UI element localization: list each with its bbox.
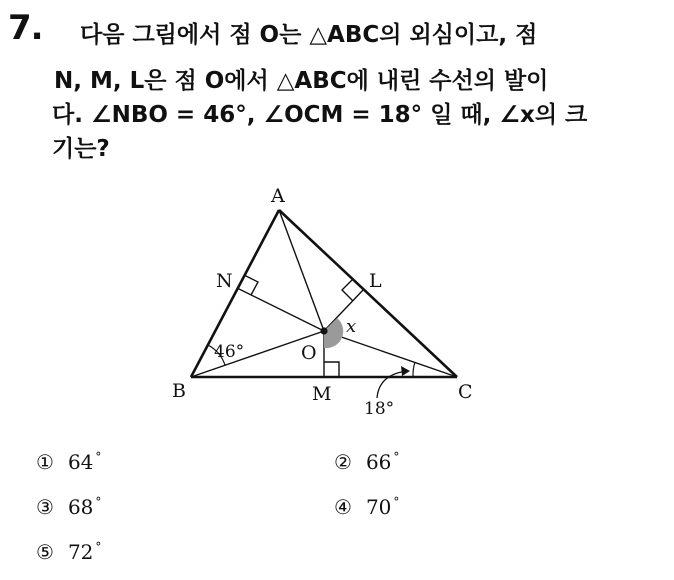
label-l: L: [369, 270, 382, 292]
label-a: A: [271, 185, 285, 207]
choice-3-value: 68: [67, 495, 94, 519]
choice-2-unit: °: [393, 450, 400, 464]
angle-label-18: 18°: [364, 399, 395, 419]
arrow-head-18: [401, 366, 410, 376]
circumcenter-dot: [320, 327, 327, 334]
segment-oc: [324, 331, 457, 377]
choice-5-unit: °: [95, 540, 102, 554]
choice-1-marker: ①: [36, 450, 54, 474]
question-line-4-text: 기는?: [52, 136, 110, 162]
question-line-3-text: 다. ∠NBO = 46°, ∠OCM = 18° 일 때, ∠x의 크: [52, 102, 588, 128]
choice-3[interactable]: [36, 495, 101, 519]
choice-4-value: 70: [365, 495, 392, 519]
question-line-1-text: 다음 그림에서 점 O는 △ABC의 외심이고, 점: [80, 22, 538, 48]
label-m: M: [312, 383, 332, 405]
angle-label-46: 46°: [214, 342, 245, 362]
choice-1[interactable]: [36, 450, 101, 474]
choice-2-marker: ②: [334, 450, 352, 474]
label-b: B: [172, 380, 186, 402]
segment-ol: [324, 289, 364, 331]
choice-2-value: 66: [365, 450, 392, 474]
choice-5-marker: ⑤: [36, 540, 54, 564]
choice-4-marker: ④: [334, 495, 352, 519]
choice-1-unit: °: [95, 450, 102, 464]
right-angle-mark-l: [342, 279, 353, 301]
label-c: C: [458, 381, 473, 403]
label-o: O: [301, 342, 317, 364]
angle-arc-ocm: [413, 362, 415, 377]
choice-4[interactable]: [334, 495, 399, 519]
choice-5-value: 72: [67, 540, 94, 564]
question-number: 7.: [8, 8, 43, 48]
question-line-2-text: N, M, L은 점 O에서 △ABC에 내린 수선의 발이: [54, 68, 549, 94]
label-n: N: [216, 270, 233, 292]
choice-5[interactable]: [36, 540, 101, 564]
choice-3-unit: °: [95, 495, 102, 509]
right-angle-mark-m: [324, 362, 339, 377]
choice-3-marker: ③: [36, 495, 54, 519]
choice-1-value: 64: [67, 450, 94, 474]
choice-2[interactable]: [334, 450, 399, 474]
choice-4-unit: °: [393, 495, 400, 509]
angle-label-x: x: [346, 316, 357, 337]
